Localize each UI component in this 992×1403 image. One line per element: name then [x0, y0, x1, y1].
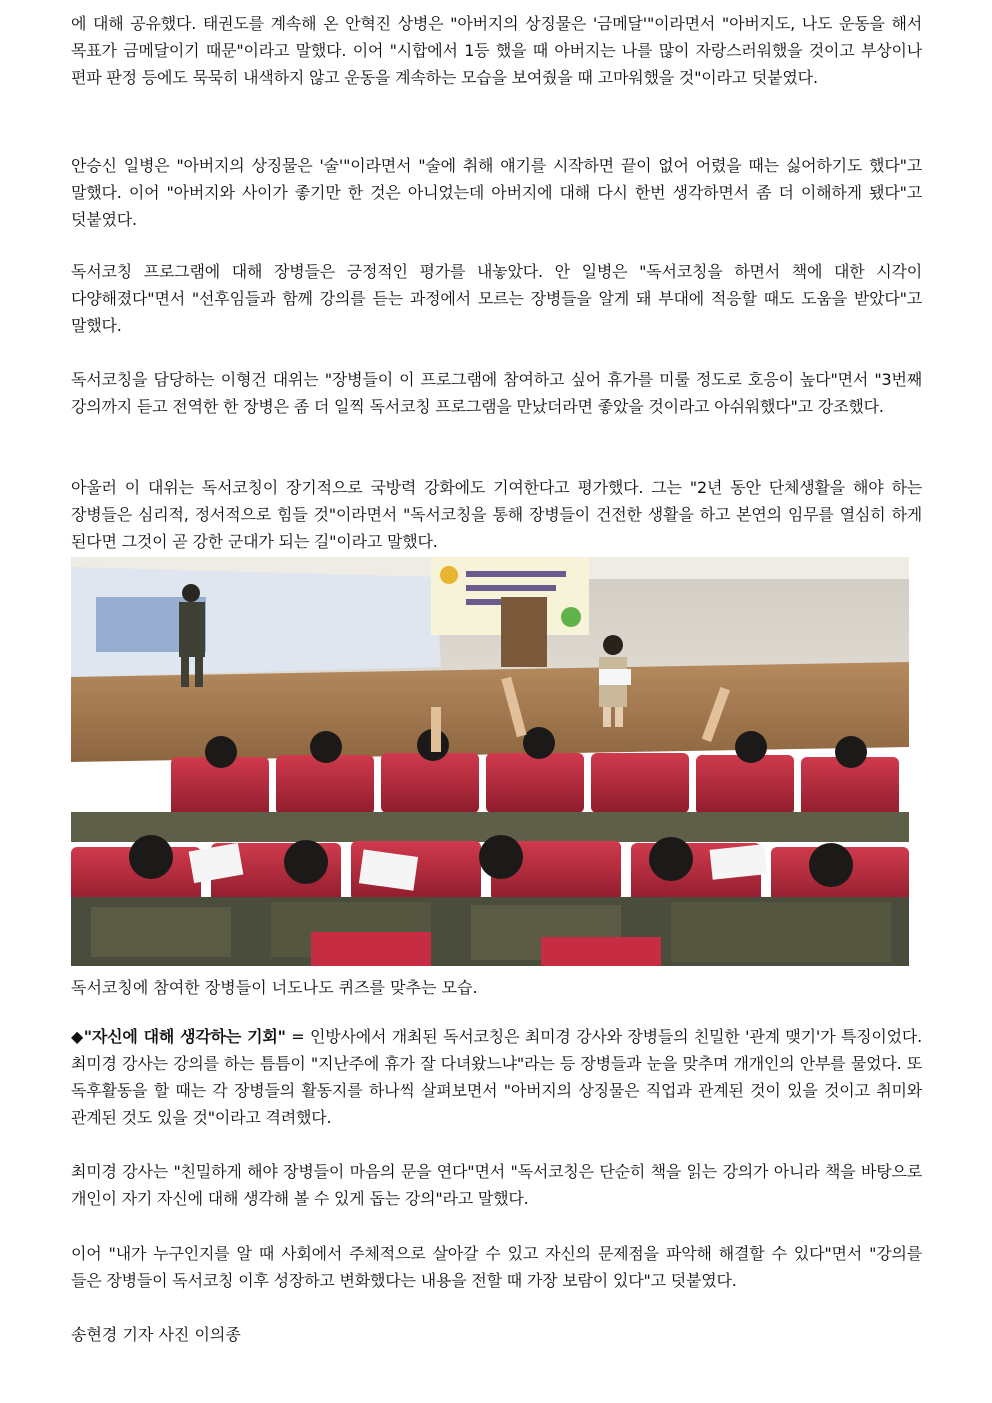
article-paragraph: 에 대해 공유했다. 태권도를 계속해 온 안혁진 상병은 "아버지의 상징물은 '금메달'"이라면서 "아버지도, 나도 운동을 해서 목표가 금메달이기 때문"이라고 말했다. 이어 "시합에서 1등 했을 때 아버지는 나를 많이 자랑스러워했을 것이고 부상이나 편파 판정 등에도 묵묵히 내색하지 않고 운동을 계속하는 모습을 보여줬을 때 고마워했을 것"이라고 덧붙였다.	[71, 14, 922, 87]
article-paragraph: 아울러 이 대위는 독서코칭이 장기적으로 국방력 강화에도 기여한다고 평가했다. 그는 "2년 동안 단체생활을 해야 하는 장병들은 심리적, 정서적으로 힘들 것"이라면서 "독서코칭을 통해 장병들이 건전한 생활을 하고 본연의 임무를 열심히 하게 된다면 그것이 곧 강한 군대가 되는 길"이라고 말했다.	[71, 478, 922, 551]
section-subheading: ◆"자신에 대해 생각하는 기회"	[71, 1027, 286, 1046]
article-paragraph-body: = 인방사에서 개최된 독서코칭은 최미경 강사와 장병들의 친밀한 '관계 맺기'가 특징이었다. 최미경 강사는 강의를 하는 틈틈이 "지난주에 휴가 잘 다녀왔느냐"라는 등 장병들과 눈을 맞추며 개개인의 안부를 물었다. 또 독후활동을 할 때는 각 장병들의 활동지를 하나씩 살펴보면서 "아버지의 상징물은 직업과 관계된 것이 있을 것이고 취미와 관계된 것도 있을 것"이라고 격려했다.	[71, 1027, 923, 1127]
article-paragraph: 안승신 일병은 "아버지의 상징물은 '술'"이라면서 "술에 취해 얘기를 시작하면 끝이 없어 어렸을 때는 싫어하기도 했다"고 말했다. 이어 "아버지와 사이가 좋기만 한 것은 아니었는데 아버지에 대해 다시 한번 생각하면서 좀 더 이해하게 됐다"고 덧붙였다.	[71, 156, 922, 229]
article-paragraph: 이어 "내가 누구인지를 알 때 사회에서 주체적으로 살아갈 수 있고 자신의 문제점을 파악해 해결할 수 있다"면서 "강의를 들은 장병들이 독서코칭 이후 성장하고 변화했다는 내용을 전할 때 가장 보람이 있다"고 덧붙였다.	[71, 1244, 922, 1290]
article-paragraph: 최미경 강사는 "친밀하게 해야 장병들이 마음의 문을 연다"면서 "독서코칭은 단순히 책을 읽는 강의가 아니라 책을 바탕으로 개인이 자기 자신에 대해 생각해 볼 수 있게 돕는 강의"라고 말했다.	[71, 1162, 922, 1208]
article-paragraph: 독서코칭 프로그램에 대해 장병들은 긍정적인 평가를 내놓았다. 안 일병은 "독서코칭을 하면서 책에 대한 시각이 다양해졌다"면서 "선후임들과 함께 강의를 듣는 과정에서 모르는 장병들을 알게 돼 부대에 적응할 때도 도움을 받았다"고 말했다.	[71, 262, 922, 335]
byline: 송현경 기자 사진 이의종	[71, 1325, 241, 1344]
article-paragraph	[71, 1023, 922, 1131]
lecture-hall-photo	[71, 557, 909, 966]
photo-caption: 독서코칭에 참여한 장병들이 너도나도 퀴즈를 맞추는 모습.	[71, 978, 478, 997]
article-paragraph: 독서코칭을 담당하는 이형건 대위는 "장병들이 이 프로그램에 참여하고 싶어 휴가를 미룰 정도로 호응이 높다"면서 "3번째 강의까지 듣고 전역한 한 장병은 좀 더 일찍 독서코칭 프로그램을 만났더라면 좋았을 것이라고 아쉬워했다"고 강조했다.	[71, 370, 922, 416]
